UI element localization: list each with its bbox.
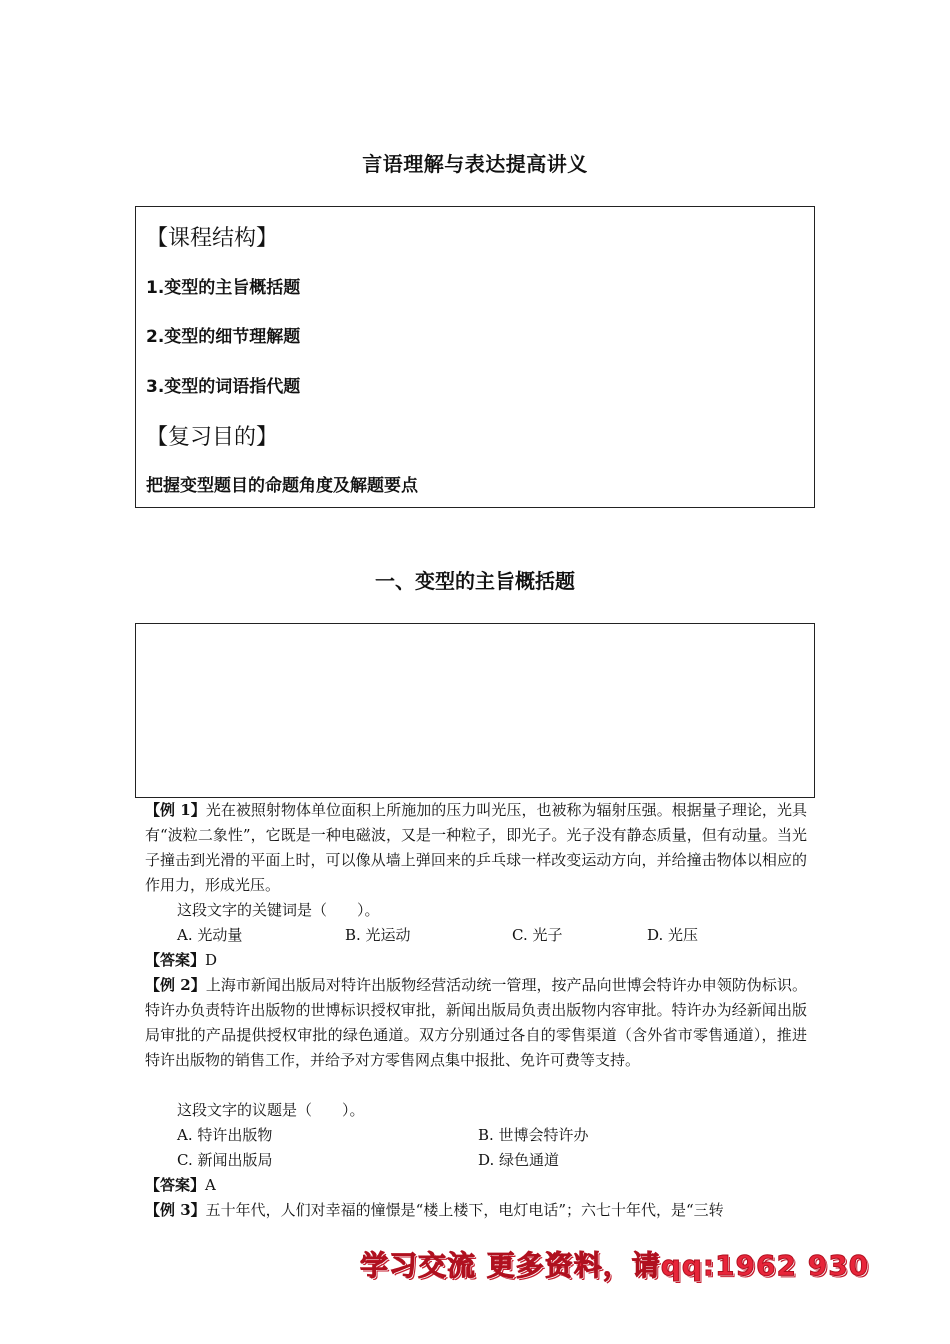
footer-watermark-banner: 学习交流 更多资料，请qq:1962 930 (360, 1249, 870, 1282)
example-2-passage (145, 973, 807, 1073)
course-structure-heading: 【课程结构】 (146, 226, 279, 251)
example-2-tag: 【例 2】 (145, 976, 206, 994)
review-goal-heading: 【复习目的】 (146, 425, 279, 450)
example-2-question: 这段文字的议题是（ ）。 (177, 1101, 365, 1119)
example-1-text: 光在被照射物体单位面积上所施加的压力叫光压，也被称为辐射压强。根据量子理论，光具有“波粒二象性”，它既是一种电磁波，又是一种粒子，即光子。光子没有静态质量，但有动量。当光子撞击到光滑的平面上时，可以像从墙上弹回来的乒乓球一样改变运动方向，并给撞击物体以相应的作用力，形成光压。 (145, 801, 807, 894)
example-1-tag: 【例 1】 (145, 801, 206, 819)
structure-item-1: 1.变型的主旨概括题 (146, 278, 301, 298)
example-1-option-a: A. 光动量 (177, 926, 243, 944)
example-1-answer-value: D (205, 951, 218, 969)
example-2-answer-tag: 【答案】 (145, 1176, 206, 1194)
example-3-text: 五十年代，人们对幸福的憧憬是“楼上楼下，电灯电话”；六七十年代，是“三转 (205, 1201, 724, 1219)
example-2-option-c: C. 新闻出版局 (177, 1151, 273, 1169)
review-goal-text: 把握变型题目的命题角度及解题要点 (146, 476, 418, 496)
section-title: 一、变型的主旨概括题 (375, 569, 575, 593)
example-1-answer-tag: 【答案】 (145, 951, 206, 969)
course-summary-box (135, 206, 815, 508)
example-2-answer-value: A (205, 1176, 216, 1194)
structure-item-3: 3.变型的词语指代题 (146, 377, 301, 397)
blank-box (135, 623, 815, 798)
example-1-question: 这段文字的关键词是（ ）。 (177, 901, 380, 919)
example-2-text: 上海市新闻出版局对特许出版物经营活动统一管理，按产品向世博会特许办申领防伪标识。特许办负责特许出版物的世博标识授权审批，新闻出版局负责出版物内容审批。特许办为经新闻出版局审批的产品提供授权审批的绿色通道。双方分别通过各自的零售渠道（含外省市零售通道），推进特许出版物的销售工作，并给予对方零售网点集中报批、免许可费等支持。 (145, 976, 807, 1069)
example-1-option-b: B. 光运动 (345, 926, 411, 944)
example-3-passage (145, 1198, 807, 1223)
example-2-option-d: D. 绿色通道 (478, 1151, 560, 1169)
example-2-option-a: A. 特许出版物 (177, 1126, 273, 1144)
document-title: 言语理解与表达提高讲义 (362, 152, 588, 176)
example-2-option-b: B. 世博会特许办 (478, 1126, 589, 1144)
structure-item-2: 2.变型的细节理解题 (146, 327, 301, 347)
example-2-answer (145, 1173, 216, 1198)
example-3-tag: 【例 3】 (145, 1201, 206, 1219)
example-1-option-c: C. 光子 (512, 926, 563, 944)
example-1-answer (145, 948, 217, 973)
example-1-passage (145, 798, 807, 898)
example-1-option-d: D. 光压 (647, 926, 699, 944)
